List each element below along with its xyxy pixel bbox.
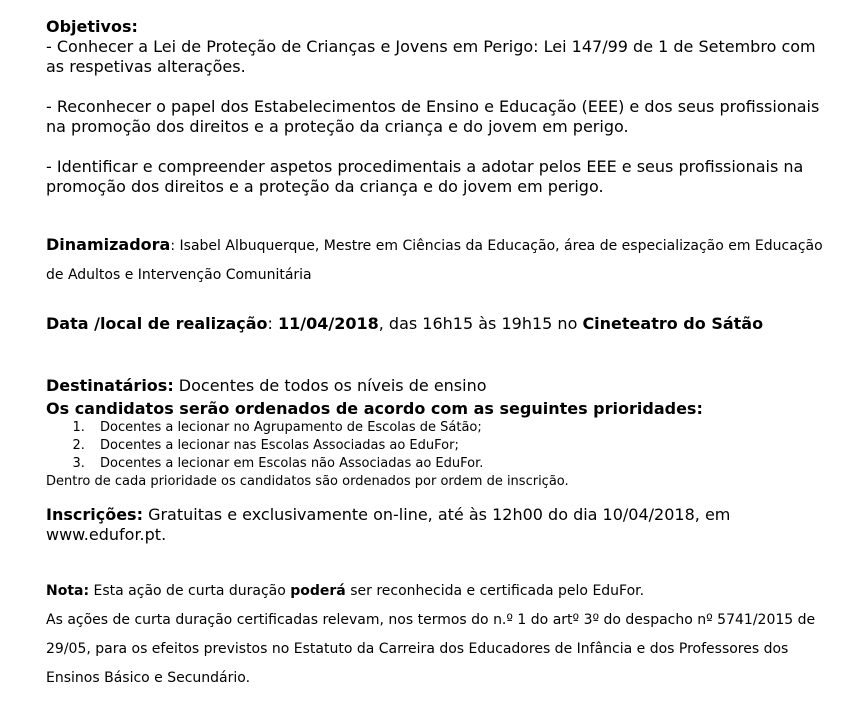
event-place: Cineteatro do Sátão	[582, 314, 764, 333]
objective-item-2: - Reconhecer o papel dos Estabelecimentos de Ensino e Educação (EEE) e dos seus profissionais na promoção dos direitos e a proteção da criança e do jovem em perigo.	[46, 97, 820, 136]
nota-paragraph: Nota: Esta ação de curta duração poderá ser reconhecida e certificada pelo EduFor.	[46, 583, 645, 599]
priorities-list	[46, 419, 836, 473]
priorities-heading: Os candidatos serão ordenados de acordo com as seguintes prioridades:	[46, 399, 703, 418]
dinamizadora-label: Dinamizadora	[46, 235, 171, 254]
destinatarios-paragraph	[46, 376, 836, 396]
priorities-footer: Dentro de cada prioridade os candidatos são ordenados por ordem de inscrição.	[46, 474, 569, 489]
data-local-label: Data /local de realização	[46, 314, 268, 333]
dinamizadora-text: : Isabel Albuquerque, Mestre em Ciências da Educação, área de especialização em Educação de Adultos e Intervenção Comunitária	[46, 238, 823, 283]
document-body	[46, 17, 836, 693]
priority-item-1: 1. Docentes a lecionar no Agrupamento de Escolas de Sátão;	[89, 419, 836, 437]
inscricoes-text: Gratuitas e exclusivamente on-line, até às 12h00 do dia 10/04/2018, em www.edufor.pt.	[46, 505, 731, 544]
nota-emphasis: poderá	[290, 583, 346, 599]
inscricoes-label: Inscrições:	[46, 505, 143, 524]
priority-item-3: 3. Docentes a lecionar em Escolas não Associadas ao EduFor.	[89, 455, 836, 473]
destinatarios-text: Docentes de todos os níveis de ensino	[173, 376, 487, 395]
destinatarios-label: Destinatários:	[46, 376, 174, 395]
inscricoes-paragraph	[46, 505, 836, 545]
data-local-paragraph: Data /local de realização: 11/04/2018, das 16h15 às 19h15 no Cineteatro do Sátão	[46, 314, 764, 333]
event-time: , das 16h15 às 19h15 no	[378, 314, 583, 333]
objectives-heading: Objetivos:	[46, 17, 138, 36]
objective-item-3: - Identificar e compreender aspetos procedimentais a adotar pelos EEE e seus profissionais na promoção dos direitos e a proteção da criança e do jovem em perigo.	[46, 157, 804, 196]
event-date: 11/04/2018	[278, 314, 379, 333]
objective-item-1: - Conhecer a Lei de Proteção de Crianças e Jovens em Perigo: Lei 147/99 de 1 de Setembro com as respetivas alterações.	[46, 37, 816, 76]
nota-certification-text: As ações de curta duração certificadas relevam, nos termos do n.º 1 do artº 3º do despacho nº 5741/2015 de 29/05, para os efeitos previstos no Estatuto da Carreira dos Educadores de Infância e dos Professores dos Ensinos Básico e Secundário.	[46, 612, 816, 686]
nota-label: Nota:	[46, 583, 90, 599]
priority-item-2: 2. Docentes a lecionar nas Escolas Associadas ao EduFor;	[89, 437, 836, 455]
dinamizadora-paragraph	[46, 230, 836, 290]
